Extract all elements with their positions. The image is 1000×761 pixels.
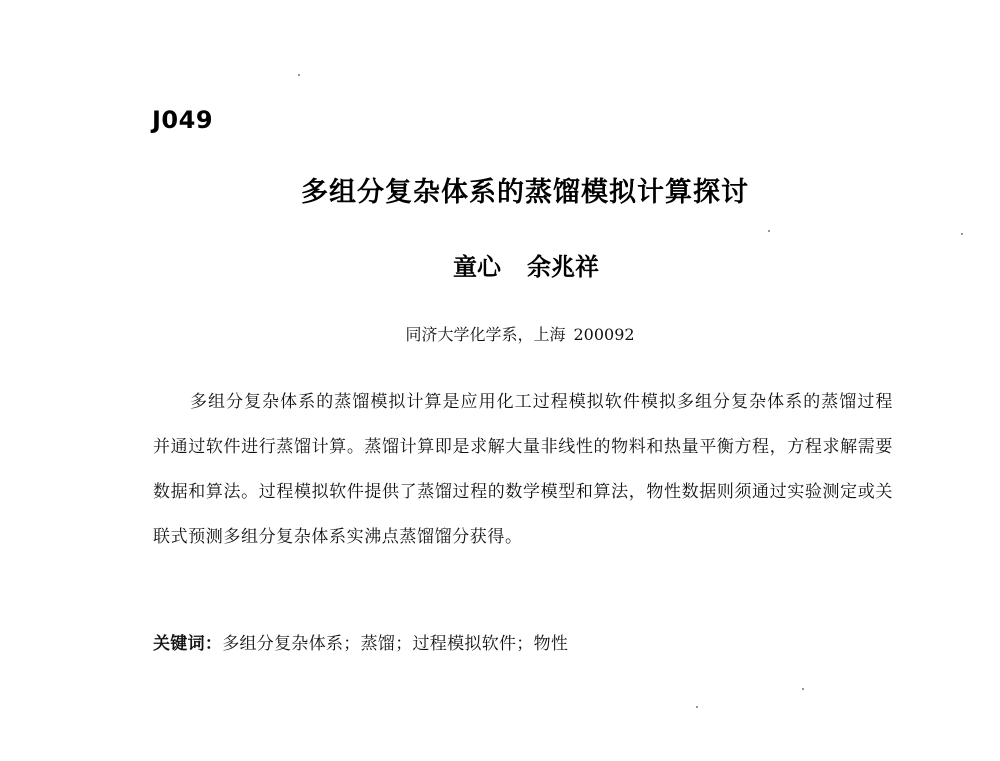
keywords-label: 关键词： bbox=[153, 634, 223, 654]
abstract-text: 多组分复杂体系的蒸馏模拟计算是应用化工过程模拟软件模拟多组分复杂体系的蒸馏过程并通过软件进行蒸馏计算。蒸馏计算即是求解大量非线性的物料和热量平衡方程，方程求解需要数据和算法。过程模拟软件提供了蒸馏过程的数学模型和算法，物性数据则须通过实验测定或关联式预测多组分复杂体系实沸点蒸馏馏分获得。 bbox=[153, 392, 893, 547]
scan-speck bbox=[802, 688, 804, 690]
affiliation-postcode: 200092 bbox=[573, 325, 635, 344]
author-name: 余兆祥 bbox=[527, 253, 599, 281]
author-name: 童心 bbox=[453, 253, 501, 281]
scan-speck bbox=[961, 233, 963, 235]
keywords-items: 多组分复杂体系；蒸馏；过程模拟软件；物性 bbox=[222, 634, 569, 654]
author-list bbox=[0, 247, 1000, 282]
paper-code: J049 bbox=[152, 106, 214, 134]
keywords bbox=[153, 629, 568, 654]
scan-speck bbox=[298, 74, 300, 76]
scan-speck bbox=[696, 706, 698, 708]
affiliation bbox=[0, 322, 1000, 345]
scan-speck bbox=[768, 230, 770, 232]
affiliation-org: 同济大学化学系，上海 bbox=[405, 325, 566, 344]
paper-title: 多组分复杂体系的蒸馏模拟计算探讨 bbox=[301, 177, 749, 208]
